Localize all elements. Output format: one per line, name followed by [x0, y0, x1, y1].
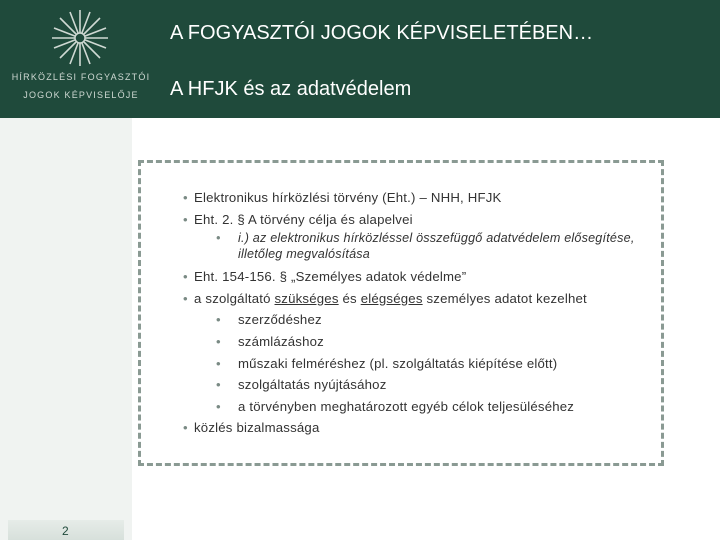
left-sidebar-strip — [0, 118, 132, 540]
bullet-icon: • — [216, 333, 221, 349]
bullet-text: Eht. 2. § A törvény célja és alapelvei — [194, 211, 413, 227]
list-item — [180, 374, 700, 396]
logo-text-line2: JOGOK KÉPVISELŐJE — [23, 90, 139, 100]
bullet-icon: • — [183, 211, 188, 227]
list-item — [180, 266, 700, 288]
bullet-text: i.) az elektronikus hírközléssel összefüggő adatvédelem elősegítése, illetőleg megvalósítása — [238, 231, 635, 262]
underlined-word: szükséges — [274, 290, 339, 306]
page-number: 2 — [62, 524, 69, 538]
bullet-icon: • — [183, 269, 188, 285]
slide-title: A FOGYASZTÓI JOGOK KÉPVISELETÉBEN… — [170, 22, 594, 44]
header-bar — [0, 0, 720, 118]
underlined-word: elégséges — [360, 290, 423, 306]
title-panel — [162, 0, 720, 118]
bullet-text: a törvényben meghatározott egyéb célok teljesüléséhez — [238, 398, 575, 414]
bullet-icon: • — [216, 312, 221, 328]
bullet-text: közlés bizalmassága — [194, 420, 320, 436]
bullet-icon: • — [216, 377, 221, 393]
list-item — [180, 396, 700, 418]
list-item — [180, 309, 700, 331]
list-item — [180, 417, 700, 439]
slide-subtitle: A HFJK és az adatvédelem — [170, 78, 412, 100]
list-item — [180, 331, 700, 353]
list-item — [180, 353, 700, 375]
bullet-text-pre: a szolgáltató — [194, 290, 275, 306]
bullet-text: Eht. 154-156. § „Személyes adatok védelme” — [194, 269, 467, 285]
list-item — [180, 187, 700, 209]
bullet-list — [180, 187, 700, 439]
list-item — [180, 230, 658, 262]
list-item — [180, 209, 700, 231]
star-logo-icon — [40, 8, 120, 68]
logo-text-line1: HÍRKÖZLÉSI FOGYASZTÓI — [11, 72, 151, 82]
bullet-icon: • — [183, 420, 188, 436]
bullet-text: szerződéshez — [238, 312, 322, 328]
bullet-icon: • — [216, 398, 221, 414]
bullet-icon: • — [183, 190, 188, 205]
bullet-text: szolgáltatás nyújtásához — [238, 377, 387, 393]
bullet-text: műszaki felméréshez (pl. szolgáltatás kiépítése előtt) — [238, 355, 558, 371]
bullet-icon: • — [183, 290, 188, 306]
bullet-text: Elektronikus hírközlési törvény (Eht.) – NHH, HFJK — [194, 190, 502, 205]
list-item — [180, 288, 700, 310]
logo — [0, 0, 162, 118]
bullet-icon: • — [216, 355, 221, 371]
bullet-text-mid: és — [338, 290, 361, 306]
bullet-text-post: személyes adatot kezelhet — [422, 290, 587, 306]
bullet-text: számlázáshoz — [238, 333, 324, 349]
bullet-icon: • — [216, 231, 221, 246]
